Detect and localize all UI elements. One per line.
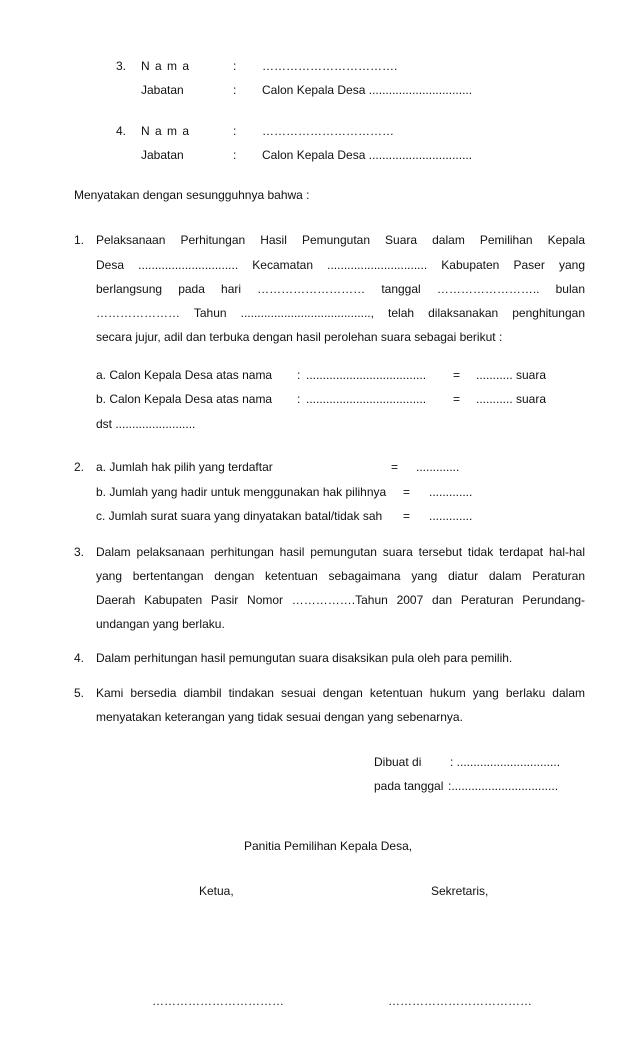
chair-label: Ketua, xyxy=(199,884,234,898)
member-position-label: Jabatan xyxy=(141,83,184,97)
count-label: b. Jumlah yang hadir untuk menggunakan hak pilihnya xyxy=(96,485,387,499)
count-equals: = xyxy=(403,485,411,499)
count-value: ............. xyxy=(429,509,473,523)
member-name-colon: : xyxy=(233,124,237,138)
member-name-label: N a m a xyxy=(141,124,191,138)
member-name-colon: : xyxy=(233,59,237,73)
result-etc: dst ........................ xyxy=(96,417,196,431)
item-line: yang bertentangan dengan ketentuan sebagaimana yang diatur dalam Peraturan xyxy=(96,569,585,583)
member-name-label: N a m a xyxy=(141,59,191,73)
item-line: secara jujur, adil dan terbuka dengan hasil perolehan suara sebagai berikut : xyxy=(96,330,503,344)
item-line: Dalam perhitungan hasil pemungutan suara disaksikan pula oleh para pemilih. xyxy=(96,651,513,665)
count-equals: = xyxy=(391,460,399,474)
member-position-colon: : xyxy=(233,148,237,162)
declaration-intro: Menyatakan dengan sesungguhnya bahwa : xyxy=(74,188,310,202)
member-number: 4. xyxy=(116,124,127,138)
secretary-signature-line: ……………………………… xyxy=(388,994,532,1008)
item-line: Pelaksanaan Perhitungan Hasil Pemungutan Suara dalam Pemilihan Kepala xyxy=(96,233,585,247)
item-line: Dalam pelaksanaan perhitungan hasil pemungutan suara tersebut tidak terdapat hal-hal xyxy=(96,545,585,559)
result-count: ........... suara xyxy=(476,368,547,382)
member-name-value: ……………………………. xyxy=(262,59,398,73)
count-value: ............. xyxy=(429,485,473,499)
item-line: Kami bersedia diambil tindakan sesuai dengan ketentuan hukum yang berlaku dalam xyxy=(96,686,585,700)
result-colon: : xyxy=(297,392,301,406)
secretary-label: Sekretaris, xyxy=(431,884,489,898)
result-equals: = xyxy=(453,368,461,382)
result-name-dots: .................................... xyxy=(306,392,427,406)
member-position-label: Jabatan xyxy=(141,148,184,162)
item-number: 2. xyxy=(74,460,85,474)
member-position-colon: : xyxy=(233,83,237,97)
made-at-label: Dibuat di xyxy=(374,755,422,769)
chair-signature-line: …………………………… xyxy=(152,994,284,1008)
item-line: Daerah Kabupaten Pasir Nomor …………….Tahun 2007 dan Peraturan Perundang- xyxy=(96,593,585,607)
member-position-value: Calon Kepala Desa ............................... xyxy=(262,148,473,162)
item-line: menyatakan keterangan yang tidak sesuai dengan yang sebenarnya. xyxy=(96,710,463,724)
member-name-value: …………………………… xyxy=(262,124,394,138)
count-label: c. Jumlah surat suara yang dinyatakan batal/tidak sah xyxy=(96,509,383,523)
item-number: 4. xyxy=(74,651,85,665)
item-number: 5. xyxy=(74,686,85,700)
count-label: a. Jumlah hak pilih yang terdaftar xyxy=(96,460,273,474)
result-label: a. Calon Kepala Desa atas nama xyxy=(96,368,273,382)
committee-title: Panitia Pemilihan Kepala Desa, xyxy=(244,839,413,853)
result-equals: = xyxy=(453,392,461,406)
item-line: ………………… Tahun ......................................., telah dilaksanakan penghitungan xyxy=(96,306,585,320)
date-value: :................................ xyxy=(448,779,559,793)
member-position-value: Calon Kepala Desa ............................... xyxy=(262,83,473,97)
count-equals: = xyxy=(403,509,411,523)
item-number: 1. xyxy=(74,233,85,247)
member-number: 3. xyxy=(116,59,127,73)
result-name-dots: .................................... xyxy=(306,368,427,382)
result-colon: : xyxy=(297,368,301,382)
result-count: ........... suara xyxy=(476,392,547,406)
item-number: 3. xyxy=(74,545,85,559)
item-line: berlangsung pada hari ……………………… tanggal …………………….. bulan xyxy=(96,282,585,296)
count-value: ............. xyxy=(416,460,460,474)
item-line: Desa .............................. Kecamatan .............................. Kabupaten Paser yang xyxy=(96,258,585,272)
date-label: pada tanggal xyxy=(374,779,444,793)
item-line: undangan yang berlaku. xyxy=(96,617,225,631)
made-at-value: : ............................... xyxy=(450,755,561,769)
result-label: b. Calon Kepala Desa atas nama xyxy=(96,392,273,406)
